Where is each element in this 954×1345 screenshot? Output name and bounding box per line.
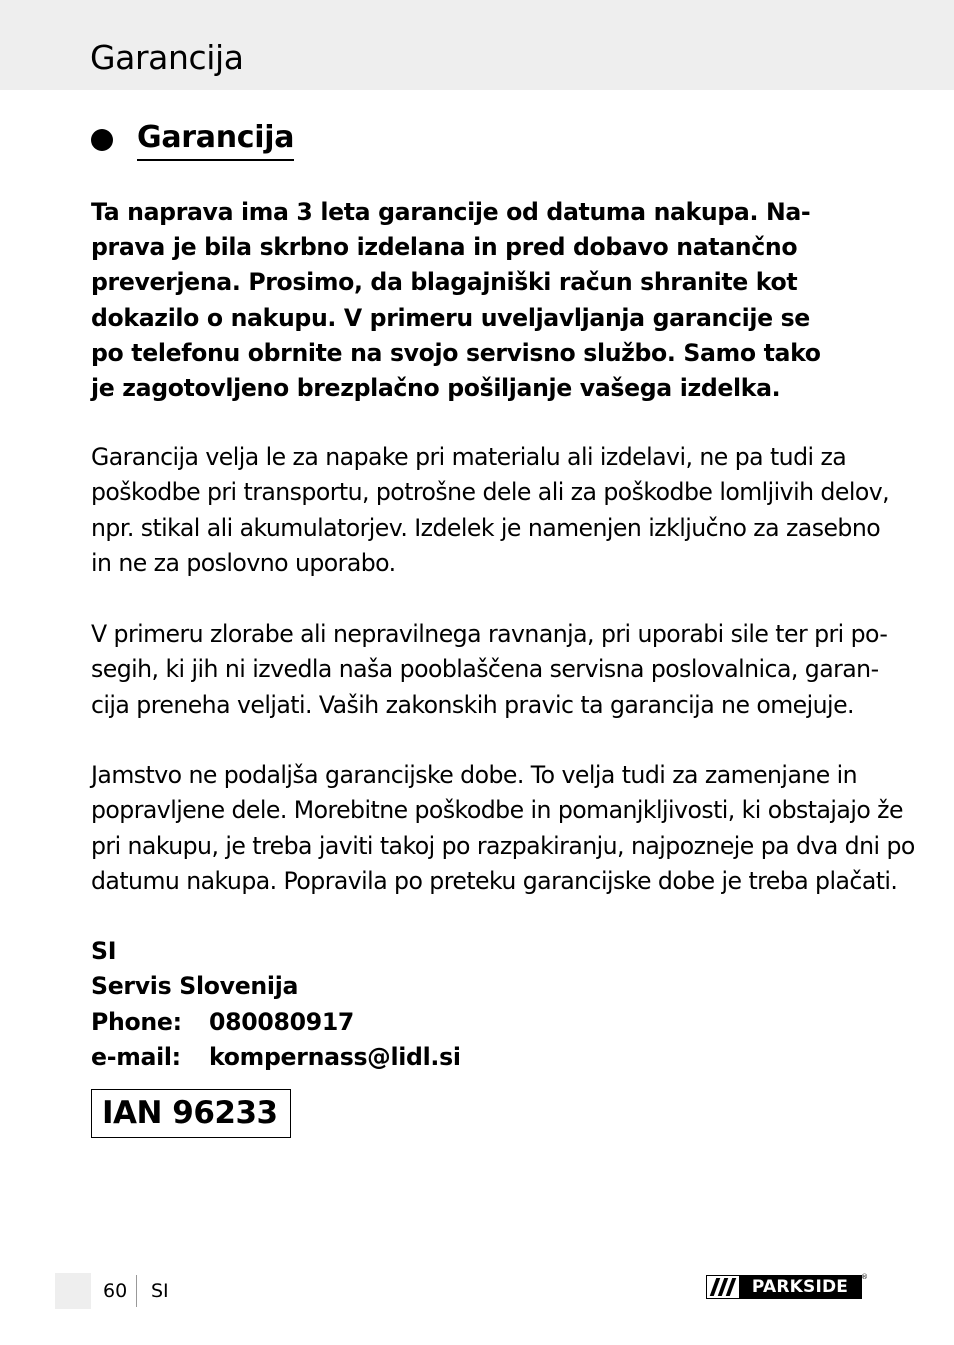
section-heading: [91, 118, 294, 161]
email-address[interactable]: kompernass@lidl.si: [209, 1043, 461, 1072]
text-line: V primeru zlorabe ali nepravilnega ravnanja, pri uporabi sile ter pri po-: [91, 620, 888, 648]
bullet-icon: [91, 129, 113, 151]
phone-number[interactable]: 080080917: [209, 1007, 355, 1036]
email-row: [91, 1040, 461, 1075]
text-line: cija preneha veljati. Vaših zakonskih pravic ta garancija ne omejuje.: [91, 690, 854, 719]
registered-mark: ®: [861, 1273, 868, 1281]
warranty-intro-paragraph: [91, 195, 871, 406]
footer-divider: [136, 1275, 137, 1307]
logo-wordmark: PARKSIDE: [739, 1276, 861, 1298]
text-line: popravljene dele. Morebitne poškodbe in pomanjkljivosti, ki obstajajo že: [91, 796, 903, 825]
service-name: Servis Slovenija: [91, 972, 299, 1001]
text-line: datumu nakupa. Popravila po preteku garancijske dobe je treba plačati.: [91, 866, 898, 895]
text-line: pri nakupu, je treba javiti takoj po razpakiranju, najpozneje pa dva dni po: [91, 831, 915, 860]
section-title: Garancija: [137, 118, 294, 161]
country-code: SI: [91, 937, 117, 965]
text-line: je zagotovljeno brezplačno pošiljanje vašega izdelka.: [91, 374, 781, 403]
language-code: SI: [151, 1280, 169, 1302]
text-line: poškodbe pri transportu, potrošne dele ali za poškodbe lomljivih delov,: [91, 478, 890, 507]
text-line: Jamstvo ne podaljša garancijske dobe. To velja tudi za zamenjane in: [91, 761, 858, 789]
text-line: po telefonu obrnite na svojo servisno službo. Samo tako: [91, 338, 821, 367]
warranty-period-paragraph: [91, 758, 915, 899]
text-line: preverjena. Prosimo, da blagajniški račun shranite kot: [91, 268, 798, 297]
phone-label: Phone:: [91, 1007, 182, 1036]
text-line: segih, ki jih ni izvedla naša pooblaščena servisna poslovalnica, garan-: [91, 655, 879, 684]
warranty-scope-paragraph: [91, 440, 890, 581]
service-contact: [91, 934, 461, 1076]
page-number: 60: [103, 1280, 128, 1302]
logo-stripes-icon: [707, 1276, 739, 1298]
warranty-void-paragraph: [91, 617, 888, 723]
page-title: Garancija: [90, 38, 244, 77]
parkside-logo: [706, 1273, 868, 1299]
text-line: dokazilo o nakupu. V primeru uveljavljanja garancije se: [91, 303, 810, 332]
text-line: in ne za poslovno uporabo.: [91, 548, 396, 577]
ian-number-box: IAN 96233: [91, 1089, 291, 1138]
text-line: Ta naprava ima 3 leta garancije od datuma nakupa. Na-: [91, 198, 811, 226]
phone-row: [91, 1005, 461, 1040]
footer-marker: [55, 1273, 91, 1309]
text-line: Garancija velja le za napake pri materialu ali izdelavi, ne pa tudi za: [91, 443, 847, 471]
text-line: prava je bila skrbno izdelana in pred dobavo natančno: [91, 233, 798, 262]
email-label: e-mail:: [91, 1043, 181, 1072]
text-line: npr. stikal ali akumulatorjev. Izdelek je namenjen izključno za zasebno: [91, 513, 881, 542]
